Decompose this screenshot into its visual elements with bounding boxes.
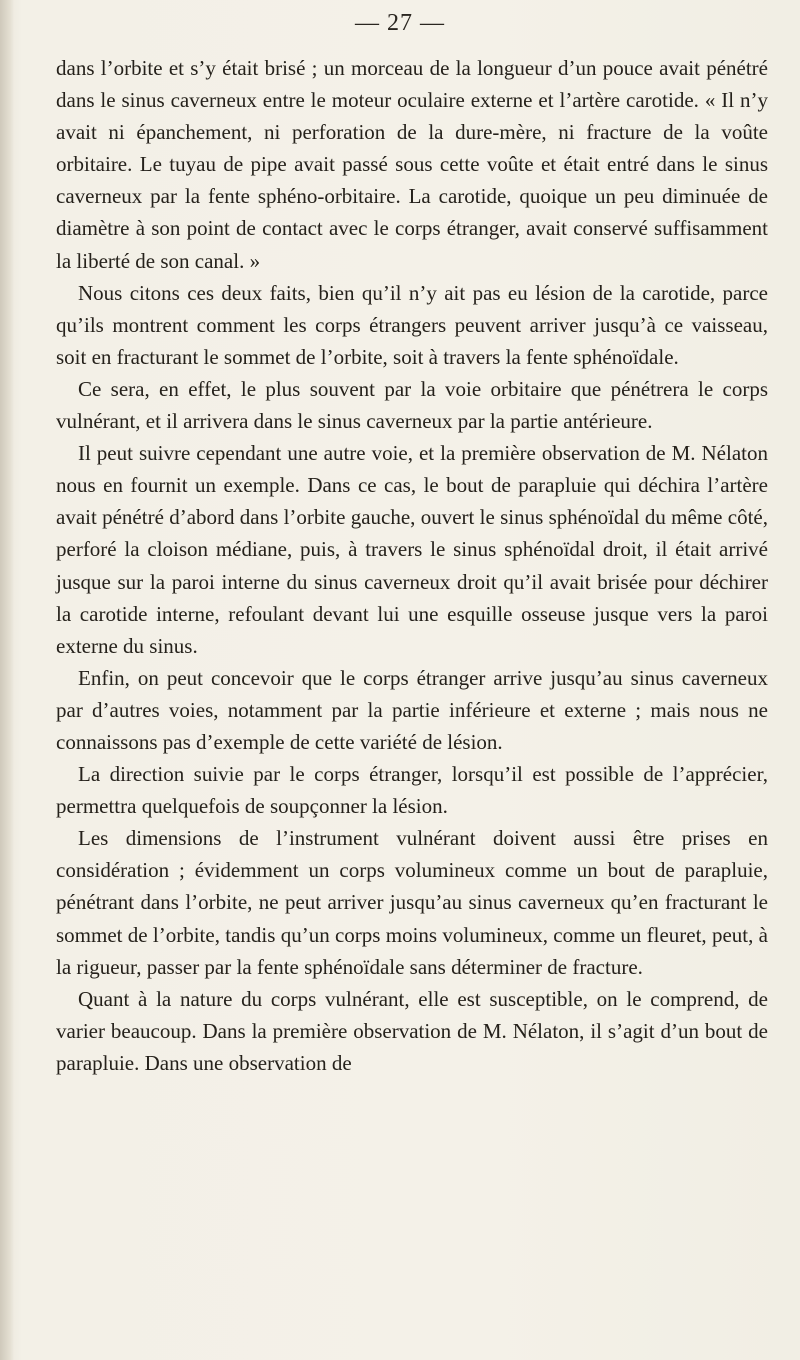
- paragraph-1: dans l’orbite et s’y était brisé ; un morceau de la longueur d’un pouce avait pénétré dans le sinus caverneux entre le moteur oculaire externe et l’artère carotide. « Il n’y avait ni épanchement, ni perforation de la dure-mère, ni fracture de la voûte orbitaire. Le tuyau de pipe avait passé sous cette voûte et était entré dans le sinus caverneux par la fente sphéno-orbitaire. La carotide, quoique un peu diminuée de diamètre à son point de contact avec le corps étranger, avait conservé suffisamment la liberté de son canal. »: [56, 56, 768, 273]
- paragraph-3: Ce sera, en effet, le plus souvent par la voie orbitaire que pénétrera le corps vulnérant, et il arrivera dans le sinus caverneux par la partie antérieure.: [56, 376, 768, 434]
- body-text: [56, 52, 768, 1079]
- paragraph-2: Nous citons ces deux faits, bien qu’il n’y ait pas eu lésion de la carotide, parce qu’ils montrent comment les corps étrangers peuvent arriver jusqu’à ce vaisseau, soit en fracturant le sommet de l’orbite, soit à travers la fente sphénoïdale.: [56, 280, 768, 369]
- page-number: — 27 —: [355, 10, 445, 36]
- paragraph-8: Quant à la nature du corps vulnérant, elle est susceptible, on le comprend, de varier beaucoup. Dans la première observation de M. Nélaton, il s’agit d’un bout de parapluie. Dans une observation de: [56, 986, 768, 1075]
- paragraph-5: Enfin, on peut concevoir que le corps étranger arrive jusqu’au sinus caverneux par d’autres voies, notamment par la partie inférieure et externe ; mais nous ne connaissons pas d’exemple de cette variété de lésion.: [56, 665, 768, 754]
- paragraph-7: Les dimensions de l’instrument vulnérant doivent aussi être prises en considération ; évidemment un corps volumineux comme un bout de parapluie, pénétrant dans l’orbite, ne peut arriver jusqu’au sinus caverneux qu’en fracturant le sommet de l’orbite, tandis qu’un corps moins volumineux, comme un fleuret, peut, à la rigueur, passer par la fente sphénoïdale sans déterminer de fracture.: [56, 826, 768, 979]
- paragraph-6: La direction suivie par le corps étranger, lorsqu’il est possible de l’apprécier, permettra quelquefois de soupçonner la lésion.: [56, 762, 768, 819]
- paragraph-4: Il peut suivre cependant une autre voie, et la première observation de M. Nélaton nous en fournit un exemple. Dans ce cas, le bout de parapluie qui déchira l’artère avait pénétré d’abord dans l’orbite gauche, ouvert le sinus sphénoïdal du même côté, perforé la cloison médiane, puis, à travers le sinus sphénoïdal droit, il était arrivé jusque sur la paroi interne du sinus caverneux droit qu’il avait brisée pour déchirer la carotide interne, refoulant devant lui une esquille osseuse jusque vers la paroi externe du sinus.: [56, 441, 768, 658]
- page-binding-edge: [0, 0, 14, 1360]
